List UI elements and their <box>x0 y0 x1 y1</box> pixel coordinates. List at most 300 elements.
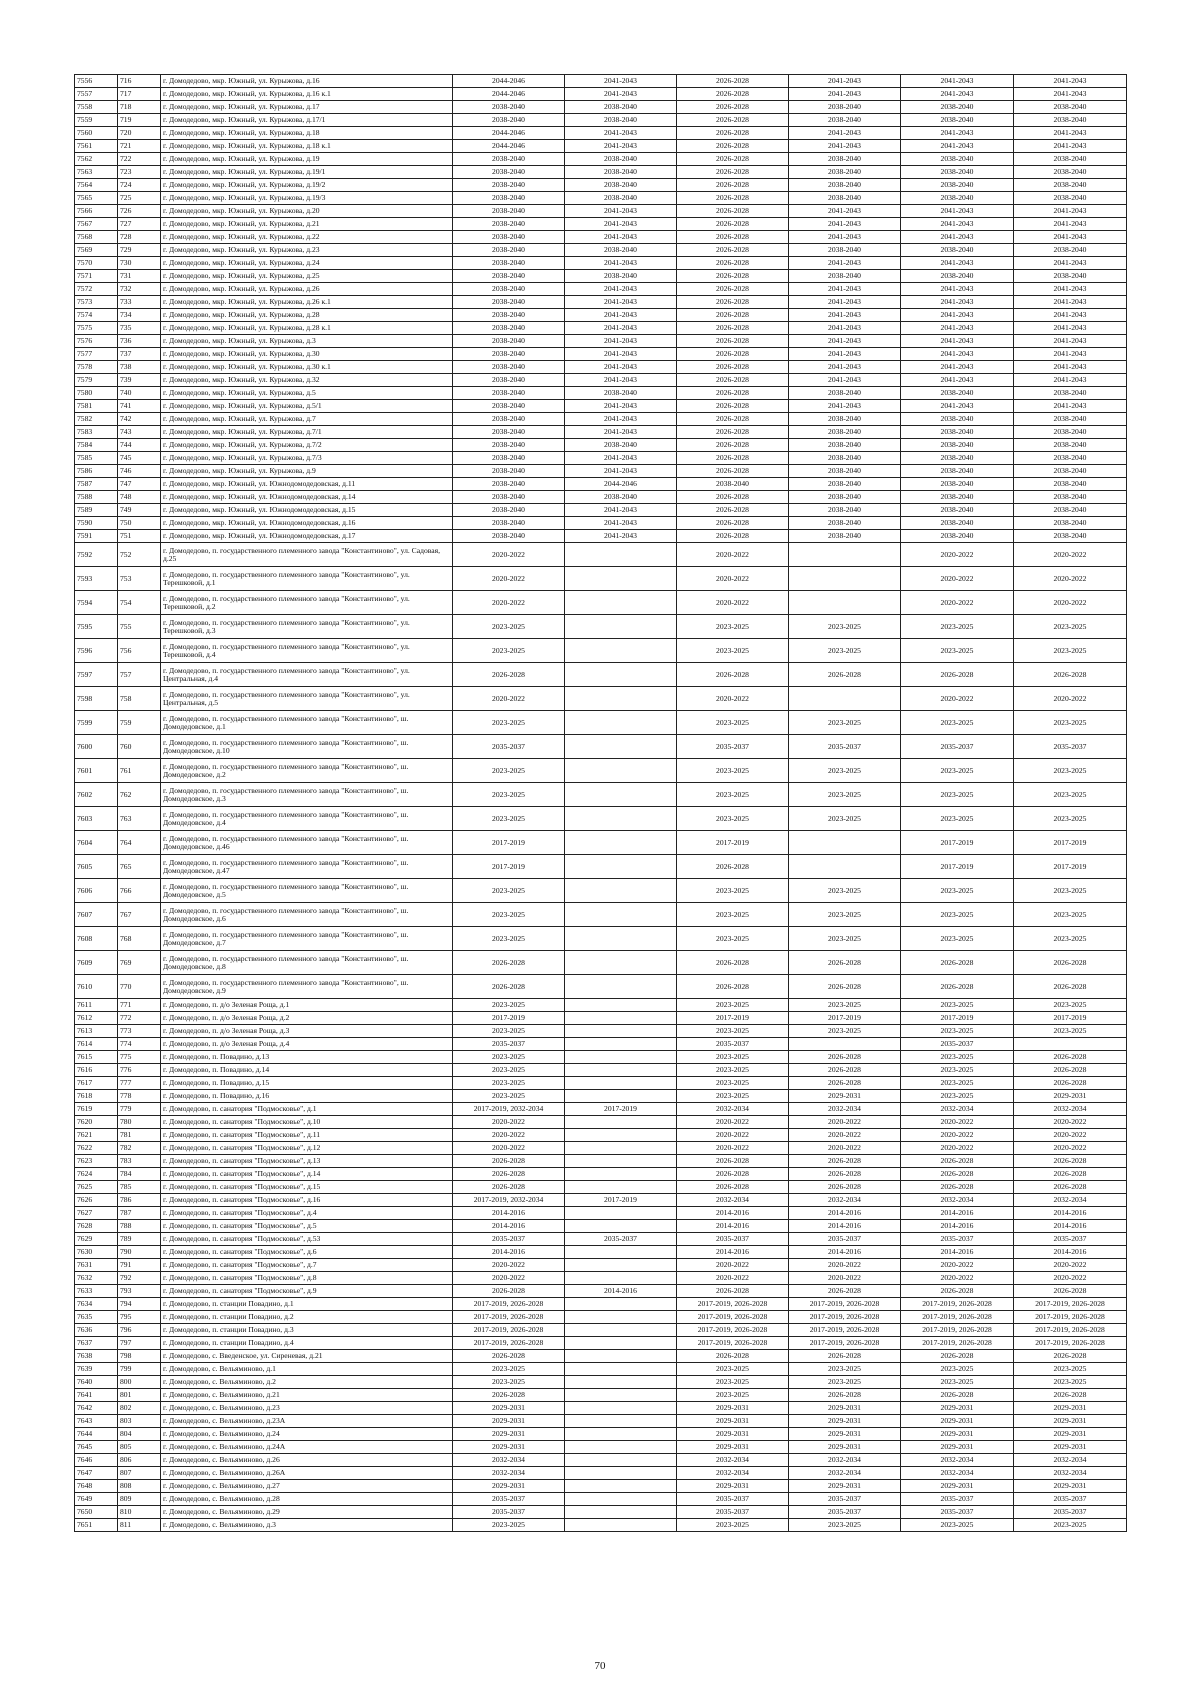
cell-period-1: 2038-2040 <box>453 257 565 270</box>
table-row <box>75 88 1127 101</box>
cell-period-6: 2038-2040 <box>1014 426 1127 439</box>
cell-period-2: 2038-2040 <box>565 387 677 400</box>
table-row <box>75 1519 1127 1532</box>
cell-period-3: 2026-2028 <box>677 517 789 530</box>
cell-period-4: 2041-2043 <box>789 374 901 387</box>
cell-period-3: 2026-2028 <box>677 426 789 439</box>
cell-period-4: 2026-2028 <box>789 1064 901 1077</box>
cell-period-1: 2038-2040 <box>453 218 565 231</box>
cell-period-4: 2020-2022 <box>789 1272 901 1285</box>
cell-address: г. Домодедово, п. санатория "Подмосковье", д.12 <box>161 1142 453 1155</box>
cell-period-2: 2017-2019 <box>565 1194 677 1207</box>
cell-period-4: 2014-2016 <box>789 1220 901 1233</box>
cell-period-4: 2041-2043 <box>789 348 901 361</box>
cell-period-2: 2041-2043 <box>565 75 677 88</box>
cell-period-6: 2038-2040 <box>1014 387 1127 400</box>
cell-period-4: 2041-2043 <box>789 309 901 322</box>
cell-period-5: 2041-2043 <box>901 348 1014 361</box>
cell-address: г. Домодедово, с. Вельяминово, д.24 <box>161 1428 453 1441</box>
cell-address: г. Домодедово, п. санатория "Подмосковье", д.8 <box>161 1272 453 1285</box>
cell-period-5: 2041-2043 <box>901 205 1014 218</box>
cell-period-6: 2041-2043 <box>1014 75 1127 88</box>
cell-period-2 <box>565 1467 677 1480</box>
cell-period-5: 2023-2025 <box>901 1519 1014 1532</box>
cell-address: г. Домодедово, мкр. Южный, ул. Курыжова, д.16 <box>161 75 453 88</box>
cell-period-3: 2023-2025 <box>677 807 789 831</box>
cell-row-number: 7610 <box>75 975 118 999</box>
table-row <box>75 413 1127 426</box>
cell-period-3: 2029-2031 <box>677 1441 789 1454</box>
cell-period-6: 2038-2040 <box>1014 504 1127 517</box>
cell-period-2 <box>565 1129 677 1142</box>
cell-row-number: 7578 <box>75 361 118 374</box>
schedule-table <box>74 74 1127 1532</box>
cell-period-4: 2017-2019 <box>789 1012 901 1025</box>
cell-period-3: 2026-2028 <box>677 413 789 426</box>
cell-item-number: 727 <box>118 218 161 231</box>
cell-period-5: 2038-2040 <box>901 413 1014 426</box>
cell-period-5: 2017-2019 <box>901 1012 1014 1025</box>
cell-period-2: 2041-2043 <box>565 257 677 270</box>
table-row <box>75 663 1127 687</box>
cell-item-number: 799 <box>118 1363 161 1376</box>
cell-period-2 <box>565 1389 677 1402</box>
cell-period-1: 2038-2040 <box>453 439 565 452</box>
cell-period-1: 2038-2040 <box>453 348 565 361</box>
cell-row-number: 7605 <box>75 855 118 879</box>
cell-period-2: 2035-2037 <box>565 1233 677 1246</box>
table-row <box>75 1363 1127 1376</box>
table-row <box>75 1311 1127 1324</box>
table-row <box>75 1233 1127 1246</box>
cell-item-number: 729 <box>118 244 161 257</box>
schedule-table-body <box>75 75 1127 1532</box>
cell-item-number: 810 <box>118 1506 161 1519</box>
cell-period-6: 2023-2025 <box>1014 927 1127 951</box>
cell-period-1: 2038-2040 <box>453 361 565 374</box>
cell-period-2 <box>565 783 677 807</box>
table-row <box>75 1350 1127 1363</box>
cell-period-6: 2041-2043 <box>1014 374 1127 387</box>
cell-period-2 <box>565 1311 677 1324</box>
cell-period-3: 2023-2025 <box>677 1090 789 1103</box>
cell-period-5: 2017-2019, 2026-2028 <box>901 1311 1014 1324</box>
cell-row-number: 7631 <box>75 1259 118 1272</box>
cell-row-number: 7627 <box>75 1207 118 1220</box>
cell-period-6: 2026-2028 <box>1014 1077 1127 1090</box>
cell-period-4: 2041-2043 <box>789 231 901 244</box>
table-row <box>75 735 1127 759</box>
cell-period-1: 2038-2040 <box>453 309 565 322</box>
cell-period-3: 2023-2025 <box>677 759 789 783</box>
cell-period-1: 2038-2040 <box>453 426 565 439</box>
cell-row-number: 7624 <box>75 1168 118 1181</box>
cell-period-3: 2020-2022 <box>677 1142 789 1155</box>
table-row <box>75 1012 1127 1025</box>
cell-period-6: 2035-2037 <box>1014 1493 1127 1506</box>
cell-period-4: 2041-2043 <box>789 322 901 335</box>
cell-period-6 <box>1014 1038 1127 1051</box>
cell-period-1: 2020-2022 <box>453 1129 565 1142</box>
cell-period-2 <box>565 567 677 591</box>
cell-period-3: 2026-2028 <box>677 348 789 361</box>
cell-period-5: 2023-2025 <box>901 783 1014 807</box>
cell-address: г. Домодедово, с. Вельяминово, д.2 <box>161 1376 453 1389</box>
cell-period-1: 2014-2016 <box>453 1220 565 1233</box>
cell-period-4: 2041-2043 <box>789 335 901 348</box>
cell-item-number: 786 <box>118 1194 161 1207</box>
cell-period-4: 2023-2025 <box>789 999 901 1012</box>
cell-period-2: 2041-2043 <box>565 348 677 361</box>
cell-row-number: 7609 <box>75 951 118 975</box>
cell-period-1: 2020-2022 <box>453 1259 565 1272</box>
cell-period-1: 2038-2040 <box>453 400 565 413</box>
cell-row-number: 7561 <box>75 140 118 153</box>
cell-period-5: 2026-2028 <box>901 1285 1014 1298</box>
cell-period-1: 2029-2031 <box>453 1415 565 1428</box>
table-row <box>75 348 1127 361</box>
cell-row-number: 7563 <box>75 166 118 179</box>
cell-address: г. Домодедово, п. санатория "Подмосковье", д.6 <box>161 1246 453 1259</box>
cell-period-5: 2026-2028 <box>901 1389 1014 1402</box>
cell-period-6: 2038-2040 <box>1014 517 1127 530</box>
cell-period-6: 2029-2031 <box>1014 1480 1127 1493</box>
cell-item-number: 762 <box>118 783 161 807</box>
cell-period-1: 2038-2040 <box>453 192 565 205</box>
cell-period-3: 2026-2028 <box>677 192 789 205</box>
table-row <box>75 1090 1127 1103</box>
cell-period-1: 2023-2025 <box>453 1363 565 1376</box>
cell-period-6: 2023-2025 <box>1014 639 1127 663</box>
cell-period-3: 2032-2034 <box>677 1194 789 1207</box>
cell-period-5: 2026-2028 <box>901 975 1014 999</box>
cell-period-6: 2017-2019, 2026-2028 <box>1014 1298 1127 1311</box>
cell-item-number: 798 <box>118 1350 161 1363</box>
cell-period-4 <box>789 855 901 879</box>
cell-period-2 <box>565 615 677 639</box>
cell-period-1: 2035-2037 <box>453 1233 565 1246</box>
cell-period-6: 2029-2031 <box>1014 1090 1127 1103</box>
cell-period-5: 2023-2025 <box>901 807 1014 831</box>
cell-period-1: 2038-2040 <box>453 114 565 127</box>
cell-address: г. Домодедово, п. станции Повадино, д.1 <box>161 1298 453 1311</box>
cell-item-number: 772 <box>118 1012 161 1025</box>
cell-period-5: 2026-2028 <box>901 1168 1014 1181</box>
table-row <box>75 439 1127 452</box>
cell-row-number: 7621 <box>75 1129 118 1142</box>
cell-period-3: 2035-2037 <box>677 1506 789 1519</box>
cell-period-1: 2017-2019 <box>453 831 565 855</box>
cell-period-3: 2029-2031 <box>677 1480 789 1493</box>
cell-period-3: 2026-2028 <box>677 244 789 257</box>
cell-address: г. Домодедово, п. государственного племенного завода "Константиново", ул. Терешковой, д.4 <box>161 639 453 663</box>
cell-item-number: 790 <box>118 1246 161 1259</box>
cell-period-4: 2026-2028 <box>789 663 901 687</box>
cell-period-5: 2038-2040 <box>901 491 1014 504</box>
cell-item-number: 796 <box>118 1324 161 1337</box>
cell-period-3: 2023-2025 <box>677 783 789 807</box>
cell-item-number: 806 <box>118 1454 161 1467</box>
cell-period-4: 2035-2037 <box>789 1506 901 1519</box>
cell-address: г. Домодедово, с. Вельяминово, д.3 <box>161 1519 453 1532</box>
cell-item-number: 766 <box>118 879 161 903</box>
cell-row-number: 7570 <box>75 257 118 270</box>
cell-period-2 <box>565 1077 677 1090</box>
table-row <box>75 465 1127 478</box>
cell-period-3: 2023-2025 <box>677 1025 789 1038</box>
cell-period-2 <box>565 591 677 615</box>
cell-period-6: 2029-2031 <box>1014 1428 1127 1441</box>
cell-period-6: 2041-2043 <box>1014 231 1127 244</box>
cell-period-2 <box>565 1116 677 1129</box>
cell-period-5: 2041-2043 <box>901 309 1014 322</box>
cell-period-3: 2026-2028 <box>677 257 789 270</box>
cell-row-number: 7571 <box>75 270 118 283</box>
cell-item-number: 777 <box>118 1077 161 1090</box>
cell-period-4: 2026-2028 <box>789 975 901 999</box>
cell-period-6: 2026-2028 <box>1014 975 1127 999</box>
cell-row-number: 7585 <box>75 452 118 465</box>
page-number: 70 <box>594 1660 606 1672</box>
table-row <box>75 231 1127 244</box>
cell-item-number: 771 <box>118 999 161 1012</box>
cell-address: г. Домодедово, с. Вельяминово, д.1 <box>161 1363 453 1376</box>
cell-period-6: 2041-2043 <box>1014 257 1127 270</box>
table-row <box>75 1428 1127 1441</box>
cell-item-number: 773 <box>118 1025 161 1038</box>
cell-period-5: 2023-2025 <box>901 615 1014 639</box>
cell-item-number: 757 <box>118 663 161 687</box>
cell-period-4: 2041-2043 <box>789 205 901 218</box>
cell-period-5: 2038-2040 <box>901 192 1014 205</box>
cell-address: г. Домодедово, п. государственного племенного завода "Константиново", ул. Центральная, д.5 <box>161 687 453 711</box>
cell-period-5: 2029-2031 <box>901 1415 1014 1428</box>
cell-period-2 <box>565 1298 677 1311</box>
cell-period-5: 2041-2043 <box>901 88 1014 101</box>
cell-item-number: 785 <box>118 1181 161 1194</box>
table-row <box>75 1285 1127 1298</box>
cell-period-1: 2032-2034 <box>453 1454 565 1467</box>
cell-period-5: 2038-2040 <box>901 478 1014 491</box>
cell-period-2: 2038-2040 <box>565 179 677 192</box>
cell-item-number: 734 <box>118 309 161 322</box>
table-row <box>75 759 1127 783</box>
cell-period-6: 2032-2034 <box>1014 1103 1127 1116</box>
cell-period-5: 2014-2016 <box>901 1246 1014 1259</box>
cell-period-4: 2026-2028 <box>789 1285 901 1298</box>
table-row <box>75 322 1127 335</box>
cell-row-number: 7558 <box>75 101 118 114</box>
cell-period-6: 2038-2040 <box>1014 478 1127 491</box>
cell-period-3: 2026-2028 <box>677 88 789 101</box>
cell-period-6: 2035-2037 <box>1014 735 1127 759</box>
table-row <box>75 1103 1127 1116</box>
cell-period-5: 2017-2019, 2026-2028 <box>901 1324 1014 1337</box>
table-row <box>75 879 1127 903</box>
cell-period-5: 2020-2022 <box>901 543 1014 567</box>
table-row <box>75 1155 1127 1168</box>
cell-period-6: 2023-2025 <box>1014 711 1127 735</box>
cell-row-number: 7580 <box>75 387 118 400</box>
cell-row-number: 7562 <box>75 153 118 166</box>
cell-period-5: 2017-2019 <box>901 855 1014 879</box>
cell-period-1: 2038-2040 <box>453 296 565 309</box>
cell-period-3: 2023-2025 <box>677 1051 789 1064</box>
table-row <box>75 831 1127 855</box>
cell-period-2 <box>565 807 677 831</box>
cell-period-1: 2017-2019, 2032-2034 <box>453 1194 565 1207</box>
cell-period-1: 2023-2025 <box>453 1376 565 1389</box>
cell-address: г. Домодедово, п. государственного племенного завода "Константиново", ул. Терешковой, д.1 <box>161 567 453 591</box>
table-row <box>75 1415 1127 1428</box>
cell-item-number: 745 <box>118 452 161 465</box>
cell-period-4: 2020-2022 <box>789 1142 901 1155</box>
cell-period-2 <box>565 999 677 1012</box>
cell-period-1: 2038-2040 <box>453 231 565 244</box>
cell-period-3: 2026-2028 <box>677 114 789 127</box>
cell-period-3: 2026-2028 <box>677 1285 789 1298</box>
cell-period-4: 2029-2031 <box>789 1480 901 1493</box>
cell-period-2: 2041-2043 <box>565 218 677 231</box>
cell-period-6: 2038-2040 <box>1014 101 1127 114</box>
cell-item-number: 716 <box>118 75 161 88</box>
cell-item-number: 744 <box>118 439 161 452</box>
cell-period-6: 2017-2019 <box>1014 855 1127 879</box>
cell-row-number: 7557 <box>75 88 118 101</box>
cell-period-5: 2032-2034 <box>901 1103 1014 1116</box>
cell-period-3: 2035-2037 <box>677 1233 789 1246</box>
cell-row-number: 7616 <box>75 1064 118 1077</box>
cell-period-4: 2023-2025 <box>789 1376 901 1389</box>
cell-address: г. Домодедово, мкр. Южный, ул. Курыжова, д.17 <box>161 101 453 114</box>
cell-row-number: 7576 <box>75 335 118 348</box>
cell-row-number: 7620 <box>75 1116 118 1129</box>
table-row <box>75 153 1127 166</box>
cell-row-number: 7566 <box>75 205 118 218</box>
cell-period-5: 2020-2022 <box>901 567 1014 591</box>
table-row <box>75 101 1127 114</box>
cell-period-3: 2032-2034 <box>677 1103 789 1116</box>
table-row <box>75 205 1127 218</box>
cell-period-1: 2017-2019, 2026-2028 <box>453 1311 565 1324</box>
cell-address: г. Домодедово, п. санатория "Подмосковье", д.53 <box>161 1233 453 1246</box>
cell-period-3: 2026-2028 <box>677 309 789 322</box>
cell-period-5: 2014-2016 <box>901 1220 1014 1233</box>
cell-period-6: 2038-2040 <box>1014 530 1127 543</box>
cell-period-5: 2023-2025 <box>901 1051 1014 1064</box>
cell-period-1: 2038-2040 <box>453 166 565 179</box>
cell-item-number: 794 <box>118 1298 161 1311</box>
cell-period-6: 2023-2025 <box>1014 999 1127 1012</box>
table-row <box>75 478 1127 491</box>
cell-row-number: 7577 <box>75 348 118 361</box>
cell-period-6: 2038-2040 <box>1014 439 1127 452</box>
cell-item-number: 749 <box>118 504 161 517</box>
cell-item-number: 753 <box>118 567 161 591</box>
table-row <box>75 1467 1127 1480</box>
table-row <box>75 530 1127 543</box>
cell-period-4: 2029-2031 <box>789 1090 901 1103</box>
cell-period-4: 2026-2028 <box>789 1168 901 1181</box>
cell-period-3: 2026-2028 <box>677 166 789 179</box>
cell-address: г. Домодедово, п. санатория "Подмосковье", д.14 <box>161 1168 453 1181</box>
cell-period-2 <box>565 1168 677 1181</box>
table-row <box>75 1493 1127 1506</box>
cell-address: г. Домодедово, п. санатория "Подмосковье", д.10 <box>161 1116 453 1129</box>
cell-period-4: 2026-2028 <box>789 1077 901 1090</box>
cell-item-number: 730 <box>118 257 161 270</box>
cell-item-number: 719 <box>118 114 161 127</box>
cell-address: г. Домодедово, п. Повадино, д.14 <box>161 1064 453 1077</box>
cell-row-number: 7596 <box>75 639 118 663</box>
cell-period-3: 2026-2028 <box>677 530 789 543</box>
cell-item-number: 725 <box>118 192 161 205</box>
table-row <box>75 615 1127 639</box>
cell-period-1: 2038-2040 <box>453 387 565 400</box>
cell-period-1: 2044-2046 <box>453 127 565 140</box>
cell-period-1: 2026-2028 <box>453 1350 565 1363</box>
cell-item-number: 731 <box>118 270 161 283</box>
cell-period-3: 2026-2028 <box>677 205 789 218</box>
table-row <box>75 426 1127 439</box>
cell-period-3: 2017-2019, 2026-2028 <box>677 1324 789 1337</box>
cell-item-number: 739 <box>118 374 161 387</box>
cell-period-3: 2035-2037 <box>677 1038 789 1051</box>
cell-row-number: 7629 <box>75 1233 118 1246</box>
cell-period-6: 2035-2037 <box>1014 1233 1127 1246</box>
cell-item-number: 752 <box>118 543 161 567</box>
cell-period-2 <box>565 1064 677 1077</box>
cell-period-1: 2014-2016 <box>453 1246 565 1259</box>
cell-address: г. Домодедово, п. санатория "Подмосковье", д.1 <box>161 1103 453 1116</box>
cell-period-4: 2026-2028 <box>789 1155 901 1168</box>
cell-item-number: 738 <box>118 361 161 374</box>
cell-period-3: 2026-2028 <box>677 504 789 517</box>
cell-period-5: 2026-2028 <box>901 1350 1014 1363</box>
cell-period-1: 2020-2022 <box>453 567 565 591</box>
cell-period-4: 2038-2040 <box>789 166 901 179</box>
cell-address: г. Домодедово, мкр. Южный, ул. Курыжова, д.26 <box>161 283 453 296</box>
cell-item-number: 717 <box>118 88 161 101</box>
cell-period-5: 2038-2040 <box>901 465 1014 478</box>
cell-period-6: 2026-2028 <box>1014 1051 1127 1064</box>
cell-period-5: 2023-2025 <box>901 1376 1014 1389</box>
cell-period-3: 2023-2025 <box>677 879 789 903</box>
cell-period-6: 2041-2043 <box>1014 348 1127 361</box>
cell-period-6: 2038-2040 <box>1014 413 1127 426</box>
cell-address: г. Домодедово, п. санатория "Подмосковье", д.9 <box>161 1285 453 1298</box>
cell-period-4: 2014-2016 <box>789 1246 901 1259</box>
cell-period-6: 2017-2019, 2026-2028 <box>1014 1311 1127 1324</box>
cell-item-number: 805 <box>118 1441 161 1454</box>
cell-period-1: 2023-2025 <box>453 615 565 639</box>
cell-period-2 <box>565 1480 677 1493</box>
cell-period-6: 2041-2043 <box>1014 88 1127 101</box>
table-row <box>75 270 1127 283</box>
cell-period-3: 2038-2040 <box>677 478 789 491</box>
cell-address: г. Домодедово, мкр. Южный, ул. Южнодомодедовская, д.14 <box>161 491 453 504</box>
table-row <box>75 1272 1127 1285</box>
cell-address: г. Домодедово, с. Вельяминово, д.24А <box>161 1441 453 1454</box>
cell-period-1: 2023-2025 <box>453 903 565 927</box>
cell-period-4: 2038-2040 <box>789 426 901 439</box>
cell-period-4: 2026-2028 <box>789 951 901 975</box>
cell-period-3: 2014-2016 <box>677 1246 789 1259</box>
cell-period-3: 2026-2028 <box>677 283 789 296</box>
cell-item-number: 741 <box>118 400 161 413</box>
cell-period-3: 2020-2022 <box>677 567 789 591</box>
cell-period-5: 2023-2025 <box>901 639 1014 663</box>
